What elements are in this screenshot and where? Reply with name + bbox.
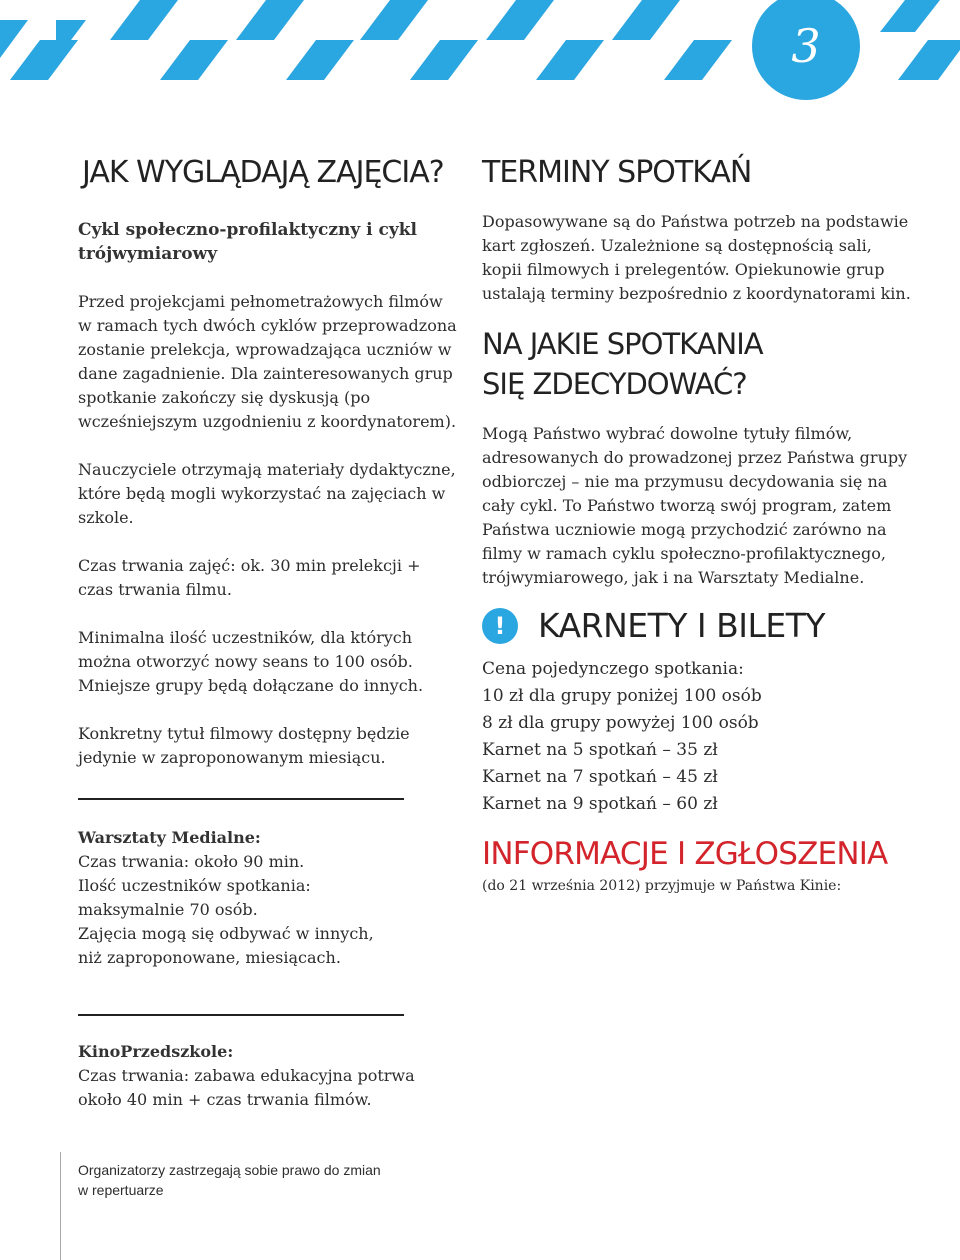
right-column bbox=[482, 152, 912, 896]
kinoprzedszkole-line: Czas trwania: zabawa edukacyjna potrwa bbox=[78, 1066, 415, 1085]
workshops-line: maksymalnie 70 osób. bbox=[78, 900, 258, 919]
divider bbox=[78, 1014, 404, 1016]
workshops-line: niż zaproponowane, miesiącach. bbox=[78, 948, 341, 967]
workshops-heading: Warsztaty Medialne: bbox=[78, 828, 261, 847]
tickets-heading bbox=[482, 606, 912, 646]
footnote-line: Organizatorzy zastrzegają sobie prawo do zmian bbox=[78, 1162, 381, 1178]
price-line: Karnet na 9 spotkań – 60 zł bbox=[482, 794, 718, 814]
section-title-tickets: KARNETY I BILETY bbox=[538, 606, 826, 645]
paragraph-duration: Czas trwania zajęć: ok. 30 min prelekcji + czas trwania filmu. bbox=[78, 556, 421, 599]
page-number: 3 bbox=[791, 19, 821, 73]
workshops-line: Ilość uczestników spotkania: bbox=[78, 876, 311, 895]
price-line: 8 zł dla grupy powyżej 100 osób bbox=[482, 713, 759, 733]
footnote-separator bbox=[60, 1152, 61, 1260]
price-line: Karnet na 7 spotkań – 45 zł bbox=[482, 767, 718, 787]
paragraph-terms: Dopasowywane są do Państwa potrzeb na podstawie kart zgłoszeń. Uzależnione są dostępnością sali, kopii filmowych i prelegentów. Opiekunowie grup ustalają terminy bezpośrednio z koordynatorami kin. bbox=[482, 212, 911, 303]
workshops-line: Zajęcia mogą się odbywać w innych, bbox=[78, 924, 374, 943]
paragraph-prelection: Przed projekcjami pełnometrażowych filmów w ramach tych dwóch cyklów przeprowadzona zostanie prelekcja, wprowadzająca uczniów w dane zagadnienie. Dla zainteresowanych grup spotkanie zakończy się dyskusją (po wcześniejszym uzgodnieniu z koordynatorem). bbox=[78, 292, 457, 431]
choose-title-line: NA JAKIE SPOTKANIA bbox=[482, 327, 763, 361]
paragraph-title-month: Konkretny tytuł filmowy dostępny będzie jedynie w zaproponowanym miesiącu. bbox=[78, 724, 410, 767]
kinoprzedszkole-line: około 40 min + czas trwania filmów. bbox=[78, 1090, 372, 1109]
paragraph-materials: Nauczyciele otrzymają materiały dydaktyczne, które będą mogli wykorzystać na zajęciach w szkole. bbox=[78, 460, 456, 527]
left-column bbox=[78, 152, 458, 970]
kinoprzedszkole-section bbox=[78, 1040, 458, 1112]
price-list bbox=[482, 656, 912, 818]
price-line: Karnet na 5 spotkań – 35 zł bbox=[482, 740, 718, 760]
info-subtitle: (do 21 września 2012) przyjmuje w Państwa Kinie: bbox=[482, 878, 842, 894]
footnote-line: w repertuarze bbox=[78, 1182, 164, 1198]
section-title-terms: TERMINY SPOTKAŃ bbox=[482, 155, 752, 190]
price-line: 10 zł dla grupy poniżej 100 osób bbox=[482, 686, 762, 706]
workshops-line: Czas trwania: około 90 min. bbox=[78, 852, 305, 871]
section-title-classes: JAK WYGLĄDAJĄ ZAJĘCIA? bbox=[82, 155, 444, 190]
kinoprzedszkole-heading: KinoPrzedszkole: bbox=[78, 1042, 234, 1061]
section-title-choose bbox=[482, 324, 912, 404]
price-line: Cena pojedynczego spotkania: bbox=[482, 659, 744, 679]
divider bbox=[78, 798, 404, 800]
paragraph-min-participants: Minimalna ilość uczestników, dla których można otworzyć nowy seans to 100 osób. Mniejsze grupy będą dołączane do innych. bbox=[78, 628, 424, 695]
choose-title-line: SIĘ ZDECYDOWAĆ? bbox=[482, 367, 747, 401]
exclamation-icon: ! bbox=[482, 608, 518, 644]
cycle-heading: Cykl społeczno-profilaktyczny i cykl trójwymiarowy bbox=[78, 220, 418, 264]
section-title-info: INFORMACJE I ZGŁOSZENIA bbox=[482, 836, 888, 872]
footnote bbox=[78, 1160, 381, 1200]
paragraph-choose: Mogą Państwo wybrać dowolne tytuły filmów, adresowanych do prowadzonej przez Państwa grupy odbiorczej – nie ma przymusu decydowania się na cały cykl. To Państwo tworzą swój program, zatem Państwa uczniowie mogą przychodzić zarówno na filmy w ramach cyklu społeczno-profilaktycznego, trójwymiarowego, jak i na Warsztaty Medialne. bbox=[482, 424, 908, 587]
